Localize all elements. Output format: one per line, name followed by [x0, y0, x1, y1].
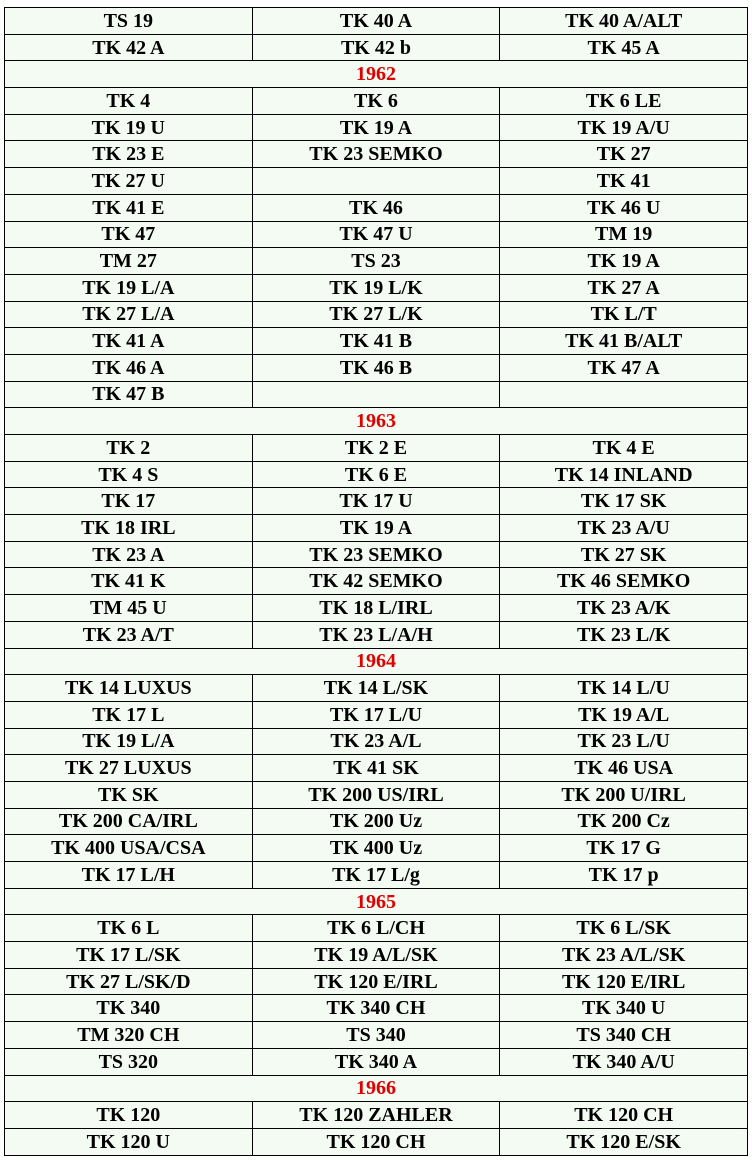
model-cell: TS 340 CH	[500, 1022, 748, 1049]
model-cell: TK 340 CH	[252, 995, 500, 1022]
model-cell: TK 14 L/SK	[252, 675, 500, 702]
model-cell: TK 42 A	[5, 34, 253, 61]
model-cell: TK 18 IRL	[5, 515, 253, 542]
table-row	[5, 595, 748, 622]
model-cell: TK SK	[5, 781, 253, 808]
model-cell: TM 320 CH	[5, 1022, 253, 1049]
model-cell: TK 47	[5, 221, 253, 248]
model-cell: TK 120 E/SK	[500, 1128, 748, 1155]
model-cell: TK 42 b	[252, 34, 500, 61]
model-cell: TK 23 A/U	[500, 515, 748, 542]
model-cell: TK 17 L	[5, 701, 253, 728]
model-cell: TK 14 L/U	[500, 675, 748, 702]
model-cell: TM 27	[5, 248, 253, 275]
model-cell: TK 47 B	[5, 381, 253, 408]
model-cell: TK 41	[500, 168, 748, 195]
model-cell: TK 46	[252, 194, 500, 221]
model-cell: TK 200 Cz	[500, 808, 748, 835]
model-cell	[500, 381, 748, 408]
model-cell: TK 47 A	[500, 354, 748, 381]
model-cell: TK 19 L/A	[5, 274, 253, 301]
model-cell: TK 23 A/T	[5, 621, 253, 648]
table-row	[5, 34, 748, 61]
year-row	[5, 1075, 748, 1102]
year-row	[5, 648, 748, 675]
table-row	[5, 862, 748, 889]
table-row	[5, 381, 748, 408]
model-cell: TK 19 A/L	[500, 701, 748, 728]
model-cell: TK 17 p	[500, 862, 748, 889]
model-cell: TK 27 U	[5, 168, 253, 195]
model-cell: TK 47 U	[252, 221, 500, 248]
model-cell: TK 4 S	[5, 461, 253, 488]
model-cell: TK 120	[5, 1102, 253, 1129]
table-row	[5, 488, 748, 515]
model-cell	[252, 168, 500, 195]
table-row	[5, 621, 748, 648]
table-row	[5, 1022, 748, 1049]
year-heading: 1965	[5, 888, 748, 915]
model-cell: TK 340 U	[500, 995, 748, 1022]
model-cell: TK 46 U	[500, 194, 748, 221]
model-cell: TK 200 Uz	[252, 808, 500, 835]
model-cell: TK 4 E	[500, 435, 748, 462]
model-cell: TK 40 A	[252, 8, 500, 35]
model-cell: TK 19 A	[500, 248, 748, 275]
model-cell: TK 23 A/L/SK	[500, 942, 748, 969]
model-cell: TK 19 L/K	[252, 274, 500, 301]
table-row	[5, 194, 748, 221]
table-row	[5, 8, 748, 35]
model-cell: TK 42 SEMKO	[252, 568, 500, 595]
model-cell: TK 46 A	[5, 354, 253, 381]
model-cell: TK 40 A/ALT	[500, 8, 748, 35]
model-cell: TK 120 CH	[500, 1102, 748, 1129]
year-heading: 1966	[5, 1075, 748, 1102]
model-cell: TK 6 LE	[500, 88, 748, 115]
model-cell: TK 200 US/IRL	[252, 781, 500, 808]
model-cell: TK 17 L/g	[252, 862, 500, 889]
table-row	[5, 995, 748, 1022]
model-cell: TK 17 U	[252, 488, 500, 515]
model-table-body	[5, 8, 748, 1156]
table-row	[5, 728, 748, 755]
model-cell: TK 19 U	[5, 114, 253, 141]
model-cell: TK 14 INLAND	[500, 461, 748, 488]
table-row	[5, 301, 748, 328]
model-cell: TK 18 L/IRL	[252, 595, 500, 622]
year-heading: 1963	[5, 408, 748, 435]
table-row	[5, 541, 748, 568]
model-cell: TK 2 E	[252, 435, 500, 462]
model-cell: TK 17 L/H	[5, 862, 253, 889]
model-cell: TK 27 L/A	[5, 301, 253, 328]
model-cell: TK 23 SEMKO	[252, 541, 500, 568]
model-cell: TK 340 A	[252, 1048, 500, 1075]
table-row	[5, 1048, 748, 1075]
model-cell: TK 19 A	[252, 114, 500, 141]
table-row	[5, 968, 748, 995]
model-cell: TK 340 A/U	[500, 1048, 748, 1075]
table-row	[5, 942, 748, 969]
model-cell: TK 46 SEMKO	[500, 568, 748, 595]
model-cell: TK 19 L/A	[5, 728, 253, 755]
model-cell: TK 6 E	[252, 461, 500, 488]
model-cell: TK 4	[5, 88, 253, 115]
model-cell: TK 120 E/IRL	[252, 968, 500, 995]
model-cell: TK 27 L/SK/D	[5, 968, 253, 995]
model-cell: TK 41 B	[252, 328, 500, 355]
model-cell: TK 27 SK	[500, 541, 748, 568]
model-cell: TK 6 L/SK	[500, 915, 748, 942]
model-cell: TK 2	[5, 435, 253, 462]
model-cell: TS 23	[252, 248, 500, 275]
model-cell: TK 14 LUXUS	[5, 675, 253, 702]
table-row	[5, 221, 748, 248]
table-row	[5, 328, 748, 355]
model-cell: TK 120 ZAHLER	[252, 1102, 500, 1129]
model-cell: TK 19 A/U	[500, 114, 748, 141]
table-row	[5, 781, 748, 808]
model-cell: TK 6 L/CH	[252, 915, 500, 942]
model-cell: TK 17 SK	[500, 488, 748, 515]
model-cell: TK 19 A/L/SK	[252, 942, 500, 969]
model-cell: TK L/T	[500, 301, 748, 328]
model-cell: TK 23 L/K	[500, 621, 748, 648]
model-cell: TK 200 CA/IRL	[5, 808, 253, 835]
model-cell: TK 41 K	[5, 568, 253, 595]
model-cell: TK 41 A	[5, 328, 253, 355]
year-row	[5, 61, 748, 88]
model-cell: TK 6	[252, 88, 500, 115]
model-cell: TS 320	[5, 1048, 253, 1075]
table-row	[5, 808, 748, 835]
table-row	[5, 755, 748, 782]
table-row	[5, 1102, 748, 1129]
model-cell: TK 41 E	[5, 194, 253, 221]
table-row	[5, 354, 748, 381]
table-row	[5, 515, 748, 542]
model-cell: TM 19	[500, 221, 748, 248]
table-row	[5, 675, 748, 702]
model-cell: TK 23 L/U	[500, 728, 748, 755]
model-cell: TK 17 G	[500, 835, 748, 862]
table-row	[5, 248, 748, 275]
year-row	[5, 408, 748, 435]
table-row	[5, 1128, 748, 1155]
model-cell: TK 23 A/L	[252, 728, 500, 755]
model-table	[4, 7, 748, 1156]
model-cell: TK 41 B/ALT	[500, 328, 748, 355]
model-cell: TK 120 CH	[252, 1128, 500, 1155]
model-cell: TK 200 U/IRL	[500, 781, 748, 808]
model-cell: TK 23 E	[5, 141, 253, 168]
model-cell: TK 27 A	[500, 274, 748, 301]
model-cell: TK 23 SEMKO	[252, 141, 500, 168]
table-row	[5, 461, 748, 488]
model-cell: TK 27 L/K	[252, 301, 500, 328]
model-cell: TK 120 U	[5, 1128, 253, 1155]
model-cell: TK 27	[500, 141, 748, 168]
model-list-page	[4, 7, 748, 1156]
model-cell: TK 400 USA/CSA	[5, 835, 253, 862]
table-row	[5, 168, 748, 195]
model-cell: TK 41 SK	[252, 755, 500, 782]
year-heading: 1964	[5, 648, 748, 675]
model-cell: TK 46 USA	[500, 755, 748, 782]
table-row	[5, 915, 748, 942]
model-cell: TK 23 A	[5, 541, 253, 568]
model-cell	[252, 381, 500, 408]
table-row	[5, 701, 748, 728]
table-row	[5, 141, 748, 168]
table-row	[5, 88, 748, 115]
model-cell: TK 45 A	[500, 34, 748, 61]
model-cell: TK 27 LUXUS	[5, 755, 253, 782]
table-row	[5, 274, 748, 301]
model-cell: TK 6 L	[5, 915, 253, 942]
model-cell: TS 19	[5, 8, 253, 35]
table-row	[5, 568, 748, 595]
model-cell: TK 340	[5, 995, 253, 1022]
model-cell: TK 17	[5, 488, 253, 515]
model-cell: TK 17 L/U	[252, 701, 500, 728]
model-cell: TK 23 L/A/H	[252, 621, 500, 648]
year-heading: 1962	[5, 61, 748, 88]
table-row	[5, 114, 748, 141]
model-cell: TS 340	[252, 1022, 500, 1049]
table-row	[5, 835, 748, 862]
model-cell: TK 46 B	[252, 354, 500, 381]
model-cell: TK 400 Uz	[252, 835, 500, 862]
model-cell: TK 19 A	[252, 515, 500, 542]
model-cell: TM 45 U	[5, 595, 253, 622]
year-row	[5, 888, 748, 915]
model-cell: TK 120 E/IRL	[500, 968, 748, 995]
model-cell: TK 17 L/SK	[5, 942, 253, 969]
table-row	[5, 435, 748, 462]
model-cell: TK 23 A/K	[500, 595, 748, 622]
